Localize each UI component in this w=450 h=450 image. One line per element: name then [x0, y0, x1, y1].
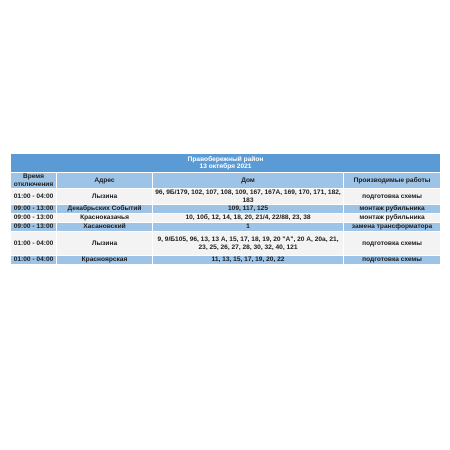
time-cell: 09:00 - 13:00: [11, 205, 56, 213]
street-cell: Красноярская: [57, 256, 152, 264]
table-row: [11, 256, 440, 264]
outage-schedule: [10, 153, 440, 265]
table-title-row: [11, 154, 440, 172]
street-cell: Лызина: [57, 189, 152, 204]
street-cell: Декабрьских Событий: [57, 205, 152, 213]
header-time: Время отключения: [11, 173, 56, 188]
houses-cell: 10, 10б, 12, 14, 18, 20, 21/4, 22/88, 23, 38: [153, 214, 343, 222]
houses-cell: 109, 117, 125: [153, 205, 343, 213]
header-house: Дом: [153, 173, 343, 188]
work-cell: подготовка схемы: [344, 189, 440, 204]
work-cell: монтаж рубильника: [344, 214, 440, 222]
time-cell: 09:00 - 13:00: [11, 223, 56, 231]
work-cell: подготовка схемы: [344, 232, 440, 255]
district-name: Правобережный район: [187, 155, 264, 163]
table-row: [11, 214, 440, 222]
time-cell: 01:00 - 04:00: [11, 189, 56, 204]
table-title: [11, 154, 440, 172]
houses-cell: 96, 9Б/179, 102, 107, 108, 109, 167, 167А, 169, 170, 171, 182, 183: [153, 189, 343, 204]
table-row: [11, 232, 440, 255]
time-cell: 01:00 - 04:00: [11, 256, 56, 264]
table-row: [11, 205, 440, 213]
time-cell: 01:00 - 04:00: [11, 232, 56, 255]
table-row: [11, 189, 440, 204]
header-work: Производимые работы: [344, 173, 440, 188]
houses-cell: 11, 13, 15, 17, 19, 20, 22: [153, 256, 343, 264]
work-cell: замена трансформатора: [344, 223, 440, 231]
houses-cell: 1: [153, 223, 343, 231]
street-cell: Лызина: [57, 232, 152, 255]
street-cell: Красноказачья: [57, 214, 152, 222]
outage-table: [10, 153, 441, 265]
street-cell: Хасановский: [57, 223, 152, 231]
work-cell: монтаж рубильника: [344, 205, 440, 213]
schedule-date: 13 октября 2021: [199, 163, 252, 170]
header-address: Адрес: [57, 173, 152, 188]
time-cell: 09:00 - 13:00: [11, 214, 56, 222]
houses-cell: 9, 9/Б105, 96, 13, 13 А, 15, 17, 18, 19, 20 "А", 20 А, 20а, 21, 23, 25, 26, 27, 28, 30, 32, 40, 121: [153, 232, 343, 255]
table-row: [11, 223, 440, 231]
work-cell: подготовка схемы: [344, 256, 440, 264]
table-header-row: [11, 173, 440, 188]
